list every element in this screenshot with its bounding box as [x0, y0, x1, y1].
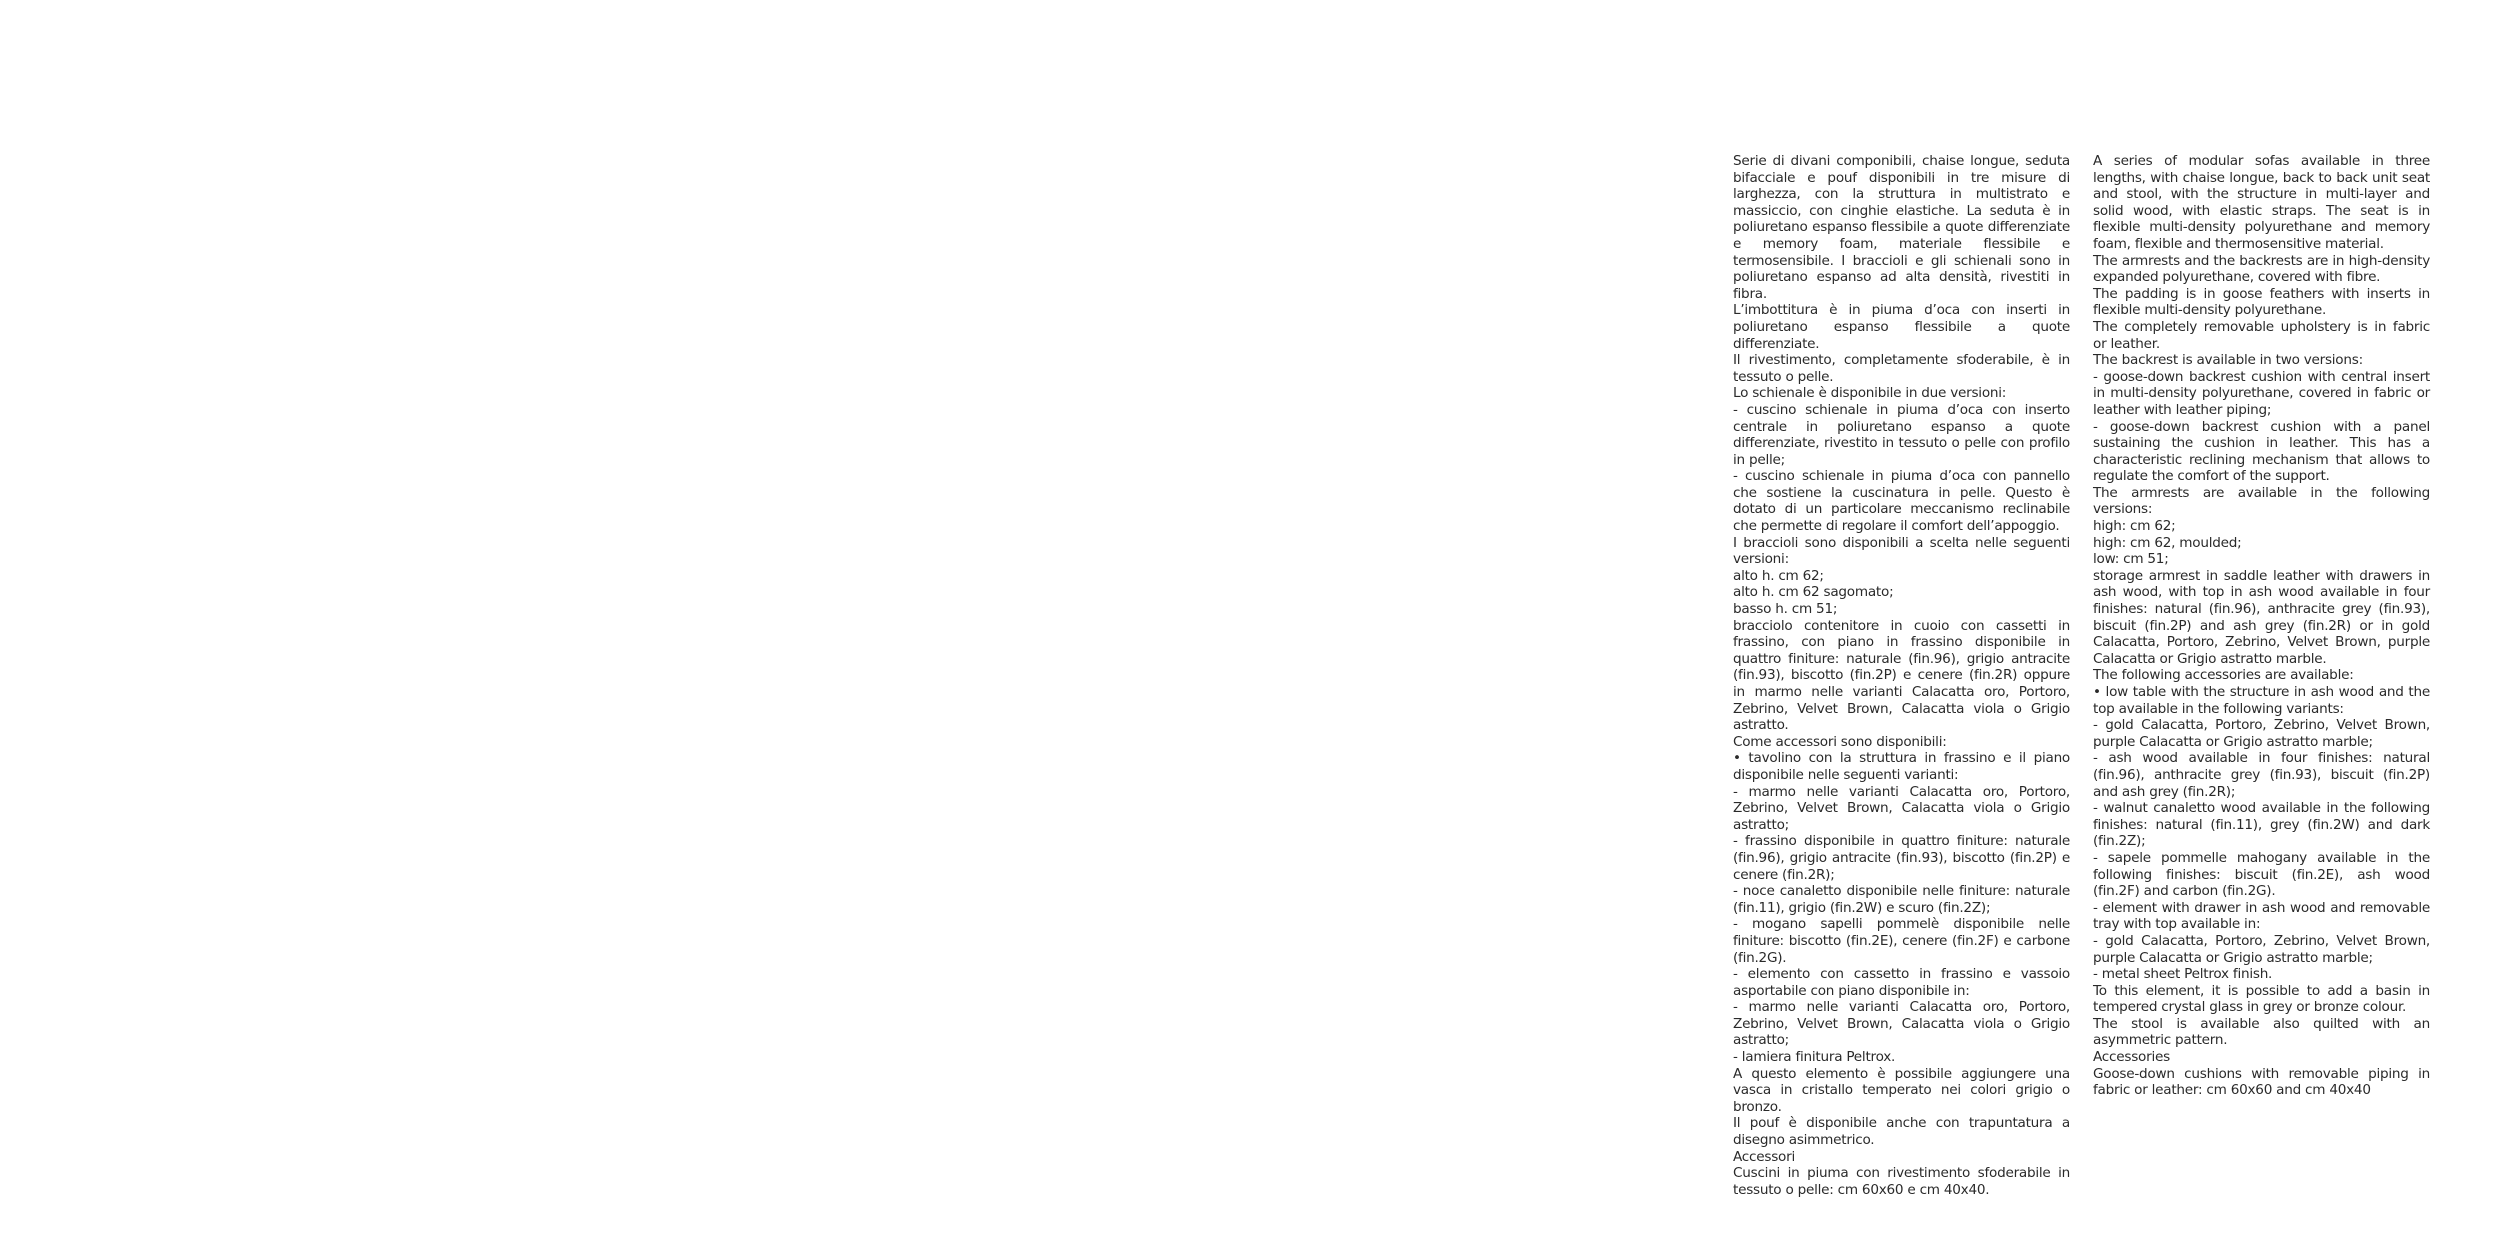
it-paragraph: bracciolo contenitore in cuoio con cassetti in frassino, con piano in frassino disponibile in quattro finiture: naturale (fin.96), grigio antracite (fin.93), biscotto (fin.2P) e cenere (fin.2R) oppure in marmo nelle varianti Calacatta oro, Portoro, Zebrino, Velvet Brown, Calacatta viola o Grigio astratto. — [1733, 617, 2070, 734]
en-paragraph: - walnut canaletto wood available in the following finishes: natural (fin.11), grey (fin.2W) and dark (fin.2Z); — [2093, 800, 2430, 850]
it-paragraph: Cuscini in piuma con rivestimento sfoderabile in tessuto o pelle: cm 60x60 e cm 40x40. — [1733, 1165, 2070, 1198]
it-paragraph: - marmo nelle varianti Calacatta oro, Portoro, Zebrino, Velvet Brown, Calacatta viola o Grigio astratto; — [1733, 783, 2070, 833]
en-paragraph: The armrests are available in the following versions: — [2093, 484, 2430, 518]
it-paragraph: basso h. cm 51; — [1733, 601, 1838, 618]
it-paragraph: - frassino disponibile in quattro finiture: naturale (fin.96), grigio antracite (fin.93), biscotto (fin.2P) e cenere (fin.2R); — [1733, 833, 2070, 883]
en-paragraph: The padding is in goose feathers with inserts in flexible multi-density polyurethane. — [2093, 285, 2430, 319]
en-paragraph: - ash wood available in four finishes: natural (fin.96), anthracite grey (fin.93), biscuit (fin.2P) and ash grey (fin.2R); — [2093, 750, 2430, 800]
it-paragraph: Il pouf è disponibile anche con trapuntatura a disegno asimmetrico. — [1733, 1115, 2070, 1149]
en-paragraph: storage armrest in saddle leather with drawers in ash wood, with top in ash wood available in four finishes: natural (fin.96), anthracite grey (fin.93), biscuit (fin.2P) and ash grey (fin.2R) or in gold Calacatta, Portoro, Zebrino, Velvet Brown, purple Calacatta or Grigio astratto marble. — [2093, 567, 2430, 667]
en-paragraph: The backrest is available in two versions: — [2093, 352, 2363, 369]
italian-text-column — [1733, 153, 2070, 1198]
en-paragraph: • low table with the structure in ash wood and the top available in the following variants: — [2093, 684, 2430, 717]
en-paragraph: The completely removable upholstery is in fabric or leather. — [2093, 318, 2430, 352]
it-paragraph: - marmo nelle varianti Calacatta oro, Portoro, Zebrino, Velvet Brown, Calacatta viola o Grigio astratto; — [1733, 999, 2070, 1049]
en-paragraph: - gold Calacatta, Portoro, Zebrino, Velvet Brown, purple Calacatta or Grigio astratto marble; — [2093, 932, 2430, 966]
en-paragraph: high: cm 62, moulded; — [2093, 534, 2242, 551]
it-paragraph: Il rivestimento, completamente sfoderabile, è in tessuto o pelle. — [1733, 352, 2070, 385]
en-paragraph: - sapele pommelle mahogany available in the following finishes: biscuit (fin.2E), ash wood (fin.2F) and carbon (fin.2G). — [2093, 849, 2430, 900]
it-paragraph: alto h. cm 62 sagomato; — [1733, 584, 1894, 601]
it-heading-accessori: Accessori — [1733, 1148, 1795, 1165]
en-paragraph: - element with drawer in ash wood and removable tray with top available in: — [2093, 899, 2430, 933]
it-paragraph: L’imbottitura è in piuma d’oca con inserti in poliuretano espanso flessibile a quote differenziate. — [1733, 302, 2070, 352]
en-paragraph: - gold Calacatta, Portoro, Zebrino, Velvet Brown, purple Calacatta or Grigio astratto marble; — [2093, 717, 2430, 750]
it-paragraph: Lo schienale è disponibile in due versioni: — [1733, 385, 2007, 402]
it-paragraph: alto h. cm 62; — [1733, 567, 1824, 584]
en-paragraph: The armrests and the backrests are in high-density expanded polyurethane, covered with fibre. — [2093, 252, 2430, 286]
it-paragraph: Serie di divani componibili, chaise longue, seduta bifacciale e pouf disponibili in tre misure di larghezza, con la struttura in multistrato e massiccio, con cinghie elastiche. La seduta è in poliuretano espanso flessibile a quote differenziate e memory foam, materiale flessibile e termosensibile. I braccioli e gli schienali sono in poliuretano espanso ad alta densità, rivestiti in fibra. — [1733, 153, 2070, 302]
it-paragraph: - noce canaletto disponibile nelle finiture: naturale (fin.11), grigio (fin.2W) e scuro (fin.2Z); — [1733, 883, 2070, 916]
it-paragraph: - mogano sapelli pommelè disponibile nelle finiture: biscotto (fin.2E), cenere (fin.2F) e carbone (fin.2G). — [1733, 916, 2070, 966]
it-paragraph: A questo elemento è possibile aggiungere una vasca in cristallo temperato nei colori grigio o bronzo. — [1733, 1065, 2070, 1115]
en-paragraph: low: cm 51; — [2093, 551, 2169, 568]
it-paragraph: - cuscino schienale in piuma d’oca con pannello che sostiene la cuscinatura in pelle. Questo è dotato di un particolare meccanismo reclinabile che permette di regolare il comfort dell’appoggio. — [1733, 468, 2070, 535]
en-heading-accessories: Accessories — [2093, 1049, 2170, 1066]
english-text-column — [2093, 153, 2430, 1099]
en-paragraph: high: cm 62; — [2093, 518, 2176, 535]
en-paragraph: A series of modular sofas available in three lengths, with chaise longue, back to back unit seat and stool, with the structure in multi-layer and solid wood, with elastic straps. The seat is in flexible multi-density polyurethane and memory foam, flexible and thermosensitive material. — [2093, 153, 2430, 252]
en-paragraph: - metal sheet Peltrox finish. — [2093, 966, 2273, 983]
it-paragraph: - cuscino schienale in piuma d’oca con inserto centrale in poliuretano espanso a quote differenziate, rivestito in tessuto o pelle con profilo in pelle; — [1733, 401, 2070, 468]
it-paragraph: • tavolino con la struttura in frassino e il piano disponibile nelle seguenti varianti: — [1733, 750, 2070, 783]
it-paragraph: I braccioli sono disponibili a scelta nelle seguenti versioni: — [1733, 534, 2070, 568]
en-paragraph: - goose-down backrest cushion with a panel sustaining the cushion in leather. This has a characteristic reclining mechanism that allows to regulate the comfort of the support. — [2093, 418, 2430, 485]
en-paragraph: - goose-down backrest cushion with central insert in multi-density polyurethane, covered in fabric or leather with leather piping; — [2093, 368, 2430, 418]
en-paragraph: The following accessories are available: — [2093, 667, 2354, 684]
it-paragraph: - elemento con cassetto in frassino e vassoio asportabile con piano disponibile in: — [1733, 966, 2070, 999]
it-paragraph: - lamiera finitura Peltrox. — [1733, 1049, 1896, 1066]
en-paragraph: The stool is available also quilted with an asymmetric pattern. — [2093, 1015, 2430, 1049]
en-paragraph: To this element, it is possible to add a basin in tempered crystal glass in grey or bronze colour. — [2093, 982, 2430, 1016]
en-paragraph: Goose-down cushions with removable piping in fabric or leather: cm 60x60 and cm 40x40 — [2093, 1065, 2430, 1099]
it-paragraph: Come accessori sono disponibili: — [1733, 733, 1947, 750]
